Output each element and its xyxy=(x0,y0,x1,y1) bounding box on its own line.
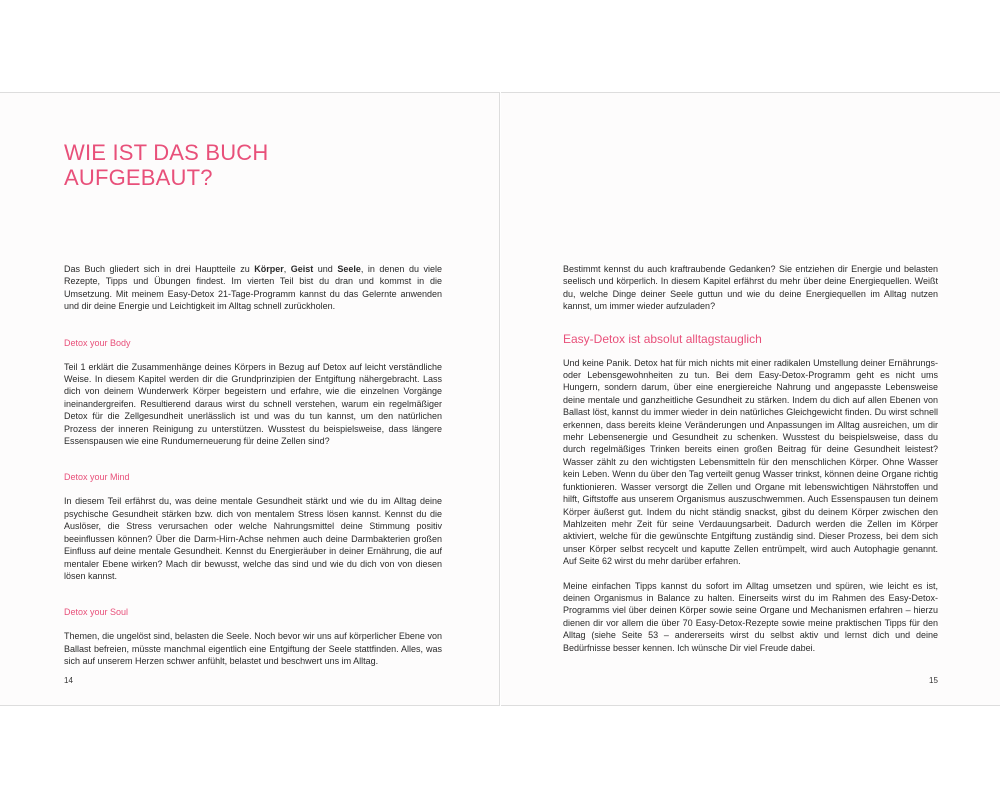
chapter-title-line1: WIE IST DAS BUCH xyxy=(64,140,269,165)
section-heading-soul: Detox your Soul xyxy=(64,607,129,618)
intro-bold-seele: Seele xyxy=(337,264,361,274)
intro-bold-geist: Geist xyxy=(290,264,314,274)
chapter-title-line2: AUFGEBAUT? xyxy=(64,165,213,190)
section-heading-alltag: Easy-Detox ist absolut alltagstauglich xyxy=(563,331,762,346)
intro-text-3: und xyxy=(313,264,338,274)
intro-text-4: , in denen du viele Rezepte, Tipps und Übungen findest. Im vierten Teil bist du dran und kommst in die Umsetzung. Mit meinem Easy-Detox 21-Tage-Programm kannst du das Gelernte anwenden und dir deine Energie und Leichtigkeit im Alltag schnell zurückholen. xyxy=(64,264,442,312)
intro-bold-koerper: Körper xyxy=(254,264,284,274)
intro-text-1: Das Buch gliedert sich in drei Hauptteile zu xyxy=(64,264,255,274)
intro-text-2: , xyxy=(283,264,291,274)
section-text-mind: In diesem Teil erfährst du, was deine mentale Gesundheit stärkt und wie du im Alltag deine psychische Gesundheit stärken bzw. dich von mentalem Stress lösen kannst. Kennst du die Auslöser, die Stress verursachen oder welche Nahrungsmittel deine Stimmung positiv beeinflussen können? Über die Darm-Hirn-Achse nehmen auch deine Darmbakterien großen Einfluss auf deine mentale Gesundheit. Kennst du Energieräuber in deiner Ernährung, die auf mentaler Ebene wirken? Mach dir bewusst, welche das sind und wie du dich von von diesen lösen kannst. xyxy=(64,496,442,581)
right-paragraph-3: Meine einfachen Tipps kannst du sofort im Alltag umsetzen und spüren, wie leicht es ist, deinen Organismus in Balance zu halten. Einerseits wirst du im Rahmen des Easy-Detox-Programms viel über deinen Körper sowie seine Organe und Mechanismen erfahren – hierzu dienen dir vor allem die über 70 Easy-Detox-Rezepte sowie meine praktischen Tipps für den Alltag (siehe Seite 53 – andererseits wirst du selbst aktiv und lernst dich und deine Bedürfnisse besser kennen. Ich wünsche Dir viel Freude dabei. xyxy=(563,580,938,653)
section-text-soul: Themen, die ungelöst sind, belasten die Seele. Noch bevor wir uns auf körperlicher Ebene von Ballast befreien, müsste manchmal eigentlich eine Entgiftung der Seele stattfinden. Alles, was sich auf unserem Herzen schwer anfühlt, belastet und beschwert uns im Alltag. xyxy=(64,631,442,667)
page-number-right: 15 xyxy=(929,676,938,685)
right-column xyxy=(563,263,938,654)
right-paragraph-2: Und keine Panik. Detox hat für mich nichts mit einer radikalen Umstellung deiner Ernährungs- oder Lebensgewohnheiten zu tun. Bei dem Easy-Detox-Programm geht es nicht ums Hungern, sondern darum, über eine energiereiche Nahrung und angepasste Lebensweise deine mentale und ganzheitliche Gesundheit zu stärken. Indem du dich auf allen Ebenen von Ballast löst, kannst du immer wieder in dein natürliches Gleichgewicht finden. Du wirst schnell erkennen, dass bereits kleine Veränderungen und Anpassungen im Alltag ausreichen, um dir mehr Lebensenergie und Gesundheit zu schenken. Wusstest du beispielsweise, dass du durch regelmäßiges Trinken bereits einen großen Beitrag für deine Gesundheit leistest? Wasser zählt zu den wichtigsten Lebensmitteln für den menschlichen Körper. Ohne Wasser kein Leben. Wenn du über den Tag verteilt genug Wasser trinkst, können deine Organe richtig funktionieren. Wasser versorgt die Zellen und Organe mit lebenswichtigen Nährstoffen und hilft, Giftstoffe aus unserem Organismus auszuschwemmen. Auch Essenspausen tun deinem Körper äußerst gut. Indem du nicht ständig snackst, gibst du deinem Körper zwischen den Mahlzeiten mehr Zeit für seine Verdauungsarbeit. Dadurch werden die Zellen im Körper aktiviert, welche für die gewünschte Entgiftung zuständig sind. Dieser Prozess, bei dem sich unser Körper selbst recycelt und kaputte Zellen entrümpelt, wird auch Autophagie genannt. Auf Seite 62 wirst du mehr darüber erfahren. xyxy=(563,357,938,567)
intro-paragraph xyxy=(64,263,442,313)
page-number-left: 14 xyxy=(64,676,73,685)
section-text-body: Teil 1 erklärt die Zusammenhänge deines Körpers in Bezug auf Detox auf leicht verständliche Weise. In diesem Kapitel werden dir die Grundprinzipien der Entgiftung nähergebracht. Lass dich von deinem Wunderwerk Körper begeistern und erfahre, wie die einzelnen Vorgänge ineinandergreifen. Resultierend daraus wirst du schnell verstehen, warum ein regelmäßiger Detox für die Zellgesundheit unerlässlich ist und was du tun kannst, um den natürlichen Prozess der inneren Reinigung zu unterstützen. Wusstest du beispielsweise, dass längere Essenspausen wie eine Rundumerneuerung für deine Zellen sind? xyxy=(64,361,442,447)
section-heading-mind: Detox your Mind xyxy=(64,472,130,483)
left-column xyxy=(64,263,442,668)
right-paragraph-1: Bestimmt kennst du auch kraftraubende Gedanken? Sie entziehen dir Energie und belasten seelisch und körperlich. In diesem Kapitel erfährst du mehr über deine Energiequellen. Weißt du, welche Dinge deiner Seele guttun und wie du deine Energiequellen im Alltag nutzen kannst, um immer wieder aufzuladen? xyxy=(563,264,938,312)
section-heading-body: Detox your Body xyxy=(64,337,131,348)
chapter-title xyxy=(64,140,444,190)
